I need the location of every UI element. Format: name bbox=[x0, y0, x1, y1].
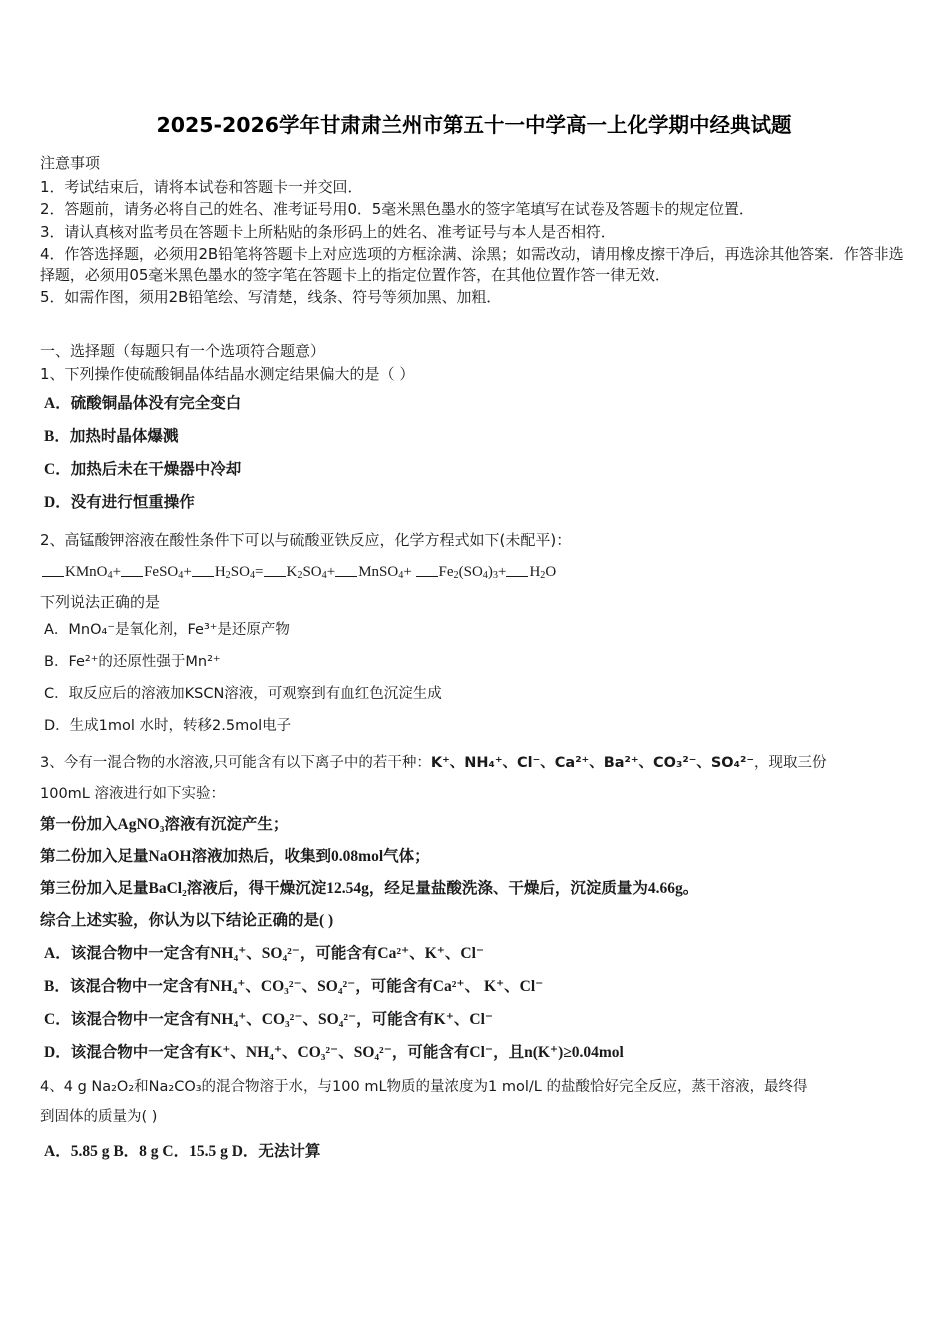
question-3-number: 3、 bbox=[40, 754, 64, 771]
blank-coefficient[interactable] bbox=[264, 562, 286, 577]
blank-coefficient[interactable] bbox=[192, 562, 214, 577]
question-2-substem: 下列说法正确的是 bbox=[40, 592, 161, 611]
notice-item-2: 2．答题前，请务必将自己的姓名、准考证号用0．5毫米黑色墨水的签字笔填写在试卷及答题卡的规定位置． bbox=[40, 200, 754, 219]
question-4-options-inline[interactable]: A．5.85 g B．8 g C．15.5 g D．无法计算 bbox=[44, 1143, 321, 1161]
question-1-text: 下列操作使硫酸铜晶体结晶水测定结果偏大的是（ ） bbox=[64, 364, 415, 383]
blank-coefficient[interactable] bbox=[416, 562, 438, 577]
question-2-equation: KMnO$_4$+ FeSO$_4$+ $H_2SO_4= K_2SO_4+$ MnSO$_4$+ $Fe_2(SO_4)_3+ H_2O$ bbox=[42, 562, 910, 581]
question-4-stem-line1 bbox=[40, 1069, 910, 1103]
question-3-option-b[interactable]: B．该混合物中一定含有NH₄⁺、CO₃²⁻、SO₄²⁻，可能含有Ca²⁺、 K⁺、Cl⁻ bbox=[44, 977, 544, 995]
question-2-option-b[interactable]: B．Fe²⁺的还原性强于Mn²⁺ bbox=[44, 654, 221, 671]
question-3-stem bbox=[40, 743, 910, 779]
question-2-number: 2、 bbox=[40, 531, 65, 550]
question-1-option-a[interactable]: A．硫酸铜晶体没有完全变白 bbox=[44, 395, 242, 413]
blank-coefficient[interactable] bbox=[335, 562, 357, 577]
notice-item-1: 1．考试结束后，请将本试卷和答题卡一并交回． bbox=[40, 178, 363, 196]
question-2-option-a[interactable]: A．MnO₄⁻是氧化剂，Fe³⁺是还原产物 bbox=[44, 622, 290, 639]
question-4-number: 4、 bbox=[40, 1078, 64, 1095]
question-3-option-d[interactable]: D．该混合物中一定含有K⁺、NH₄⁺、CO₃²⁻、SO₄²⁻，可能含有Cl⁻，且n(K⁺)≥0.04mol bbox=[44, 1043, 624, 1061]
question-3-experiment-1: 第一份加入AgNO₃溶液有沉淀产生； bbox=[40, 816, 289, 834]
question-3-ion-list: K⁺、NH₄⁺、Cl⁻、Ca²⁺、Ba²⁺、CO₃²⁻、SO₄²⁻ bbox=[430, 754, 754, 771]
blank-coefficient[interactable] bbox=[506, 562, 528, 577]
question-3-experiment-2: 第二份加入足量NaOH溶液加热后，收集到0.08mol气体； bbox=[40, 848, 430, 866]
question-3-option-c[interactable]: C．该混合物中一定含有NH₄⁺、CO₃²⁻、SO₄²⁻，可能含有K⁺、Cl⁻ bbox=[44, 1010, 494, 1028]
notice-heading: 注意事项 bbox=[40, 154, 101, 172]
notice-item-5: 5．如需作图，须用2B铅笔绘、写清楚，线条、符号等须加黑、加粗． bbox=[40, 288, 502, 307]
question-2-stem bbox=[40, 529, 910, 552]
blank-coefficient[interactable] bbox=[42, 562, 64, 577]
question-3-text-post: ，现取三份 bbox=[754, 754, 827, 771]
question-1-option-d[interactable]: D．没有进行恒重操作 bbox=[44, 494, 195, 512]
question-2-option-c[interactable]: C．取反应后的溶液加KSCN溶液，可观察到有血红色沉淀生成 bbox=[44, 686, 442, 703]
question-4-text: 4 g Na₂O₂和Na₂CO₃的混合物溶于水，与100 mL物质的量浓度为1 mol/L 的盐酸恰好完全反应，蒸干溶液，最终得 bbox=[63, 1078, 808, 1095]
question-1-stem bbox=[40, 363, 910, 386]
question-3-conclusion-prompt: 综合上述实验，你认为以下结论正确的是( ) bbox=[40, 911, 334, 929]
question-4-stem-line2: 到固体的质量为( ) bbox=[40, 1109, 158, 1126]
notice-item-4: 4．作答选择题，必须用2B铅笔将答题卡上对应选项的方框涂满、涂黑；如需改动，请用橡皮擦干净后，再选涂其他答案．作答非选择题，必须用05毫米黑色墨水的签字笔在答题卡上的指定位置作答，在其他位置作答一律无效． bbox=[40, 244, 904, 285]
question-3-option-a[interactable]: A．该混合物中一定含有NH₄⁺、SO₄²⁻，可能含有Ca²⁺、K⁺、Cl⁻ bbox=[44, 944, 485, 962]
question-1-option-c[interactable]: C．加热后未在干燥器中冷却 bbox=[44, 461, 242, 479]
question-1-number: 1、 bbox=[40, 364, 65, 383]
question-1-option-b[interactable]: B．加热时晶体爆溅 bbox=[44, 428, 179, 446]
question-3-stem-line2: 100mL 溶液进行如下实验： bbox=[40, 785, 225, 802]
spacer bbox=[38, 310, 910, 340]
question-2-option-d[interactable]: D．生成1mol 水时，转移2.5mol电子 bbox=[44, 718, 292, 735]
notice-item-3: 3．请认真核对监考员在答题卡上所粘贴的条形码上的姓名、准考证号与本人是否相符． bbox=[40, 222, 616, 241]
question-3-text-pre: 今有一混合物的水溶液,只可能含有以下离子中的若干种： bbox=[63, 754, 431, 771]
question-2-text: 高锰酸钾溶液在酸性条件下可以与硫酸亚铁反应，化学方程式如下(未配平)： bbox=[64, 531, 572, 550]
blank-coefficient[interactable] bbox=[121, 562, 143, 577]
section-title-choice: 一、选择题（每题只有一个选项符合题意） bbox=[40, 341, 326, 360]
question-3-experiment-3: 第三份加入足量BaCl₂溶液后，得干燥沉淀12.54g，经足量盐酸洗涤、干燥后，沉淀质量为4.66g。 bbox=[40, 879, 699, 897]
page-title: 2025-2026学年甘肃肃兰州市第五十一中学高一上化学期中经典试题 bbox=[156, 113, 792, 137]
